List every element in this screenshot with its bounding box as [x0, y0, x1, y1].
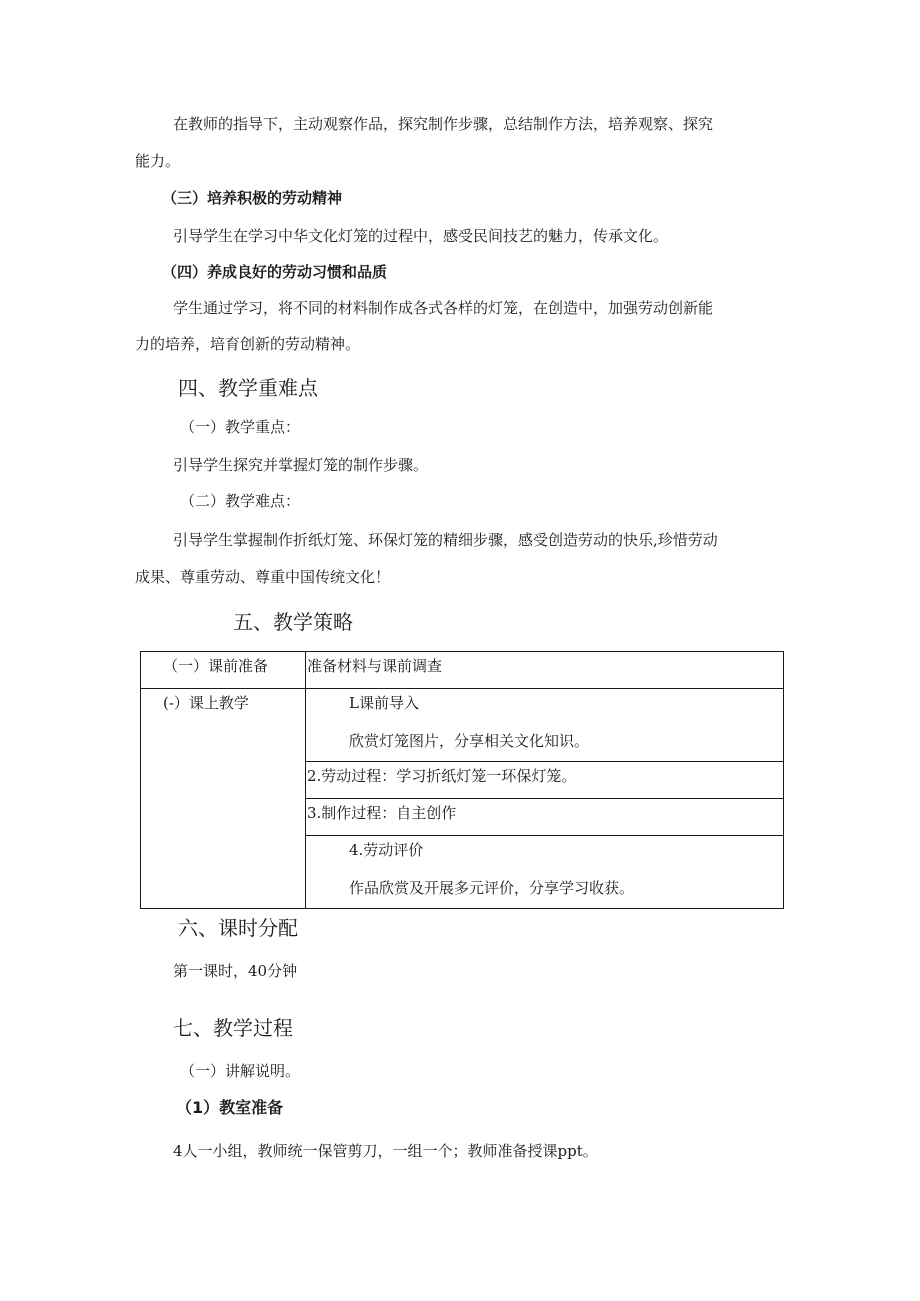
paragraph-study-line2: 力的培养，培育创新的劳动精神。	[135, 335, 361, 353]
process-text: 4人一小组，教师统一保管剪刀，一组一个；教师准备授课ppt。	[173, 1142, 598, 1160]
difficulty-text-line1: 引导学生掌握制作折纸灯笼、环保灯笼的精细步骤，感受创造劳动的快乐,珍惜劳动	[173, 531, 718, 549]
difficulty-text-line2: 成果、尊重劳动、尊重中国传统文化！	[135, 568, 391, 586]
table-cell-step1-title: L课前导入	[349, 694, 419, 712]
table-cell-preparation: 准备材料与课前调查	[307, 657, 443, 675]
key-point-label: （一）教学重点：	[180, 418, 301, 436]
paragraph-observe-line1: 在教师的指导下，主动观察作品，探究制作步骤，总结制作方法，培养观察、探究	[173, 115, 714, 133]
difficulty-label: （二）教学难点：	[180, 492, 301, 510]
section-title-strategy: 五、教学策略	[233, 610, 353, 634]
table-cell-step1-text: 欣赏灯笼图片，分享相关文化知识。	[349, 732, 590, 750]
table-cell-step2: 2.劳动过程：学习折纸灯笼一环保灯笼。	[307, 767, 577, 785]
schedule-text: 第一课时，40分钟	[173, 962, 298, 980]
process-sub1: （一）讲解说明。	[180, 1062, 301, 1080]
table-cell-step4-title: 4.劳动评价	[349, 841, 424, 859]
section-title-key-points: 四、教学重难点	[178, 376, 318, 400]
paragraph-guide: 引导学生在学习中华文化灯笼的过程中，感受民间技艺的魅力，传承文化。	[173, 227, 669, 245]
paragraph-observe-line2: 能力。	[135, 152, 181, 170]
paragraph-study-line1: 学生通过学习，将不同的材料制作成各式各样的灯笼，在创造中，加强劳动创新能	[173, 299, 714, 317]
section-title-schedule: 六、课时分配	[178, 916, 298, 940]
subheading-labor-spirit: （三）培养积极的劳动精神	[162, 189, 343, 207]
section-title-process: 七、教学过程	[173, 1016, 293, 1040]
key-point-text: 引导学生探究并掌握灯笼的制作步骤。	[173, 456, 429, 474]
table-cell-step3: 3.制作过程：自主创作	[307, 804, 457, 822]
table-row-label-class: (-）课上教学	[163, 694, 249, 712]
table-row-label-preparation: （一）课前准备	[163, 657, 269, 675]
process-sub1-classroom: （1）教室准备	[176, 1098, 284, 1117]
table-cell-step4-text: 作品欣赏及开展多元评价，分享学习收获。	[349, 879, 635, 897]
subheading-labor-habits: （四）养成良好的劳动习惯和品质	[162, 263, 388, 281]
